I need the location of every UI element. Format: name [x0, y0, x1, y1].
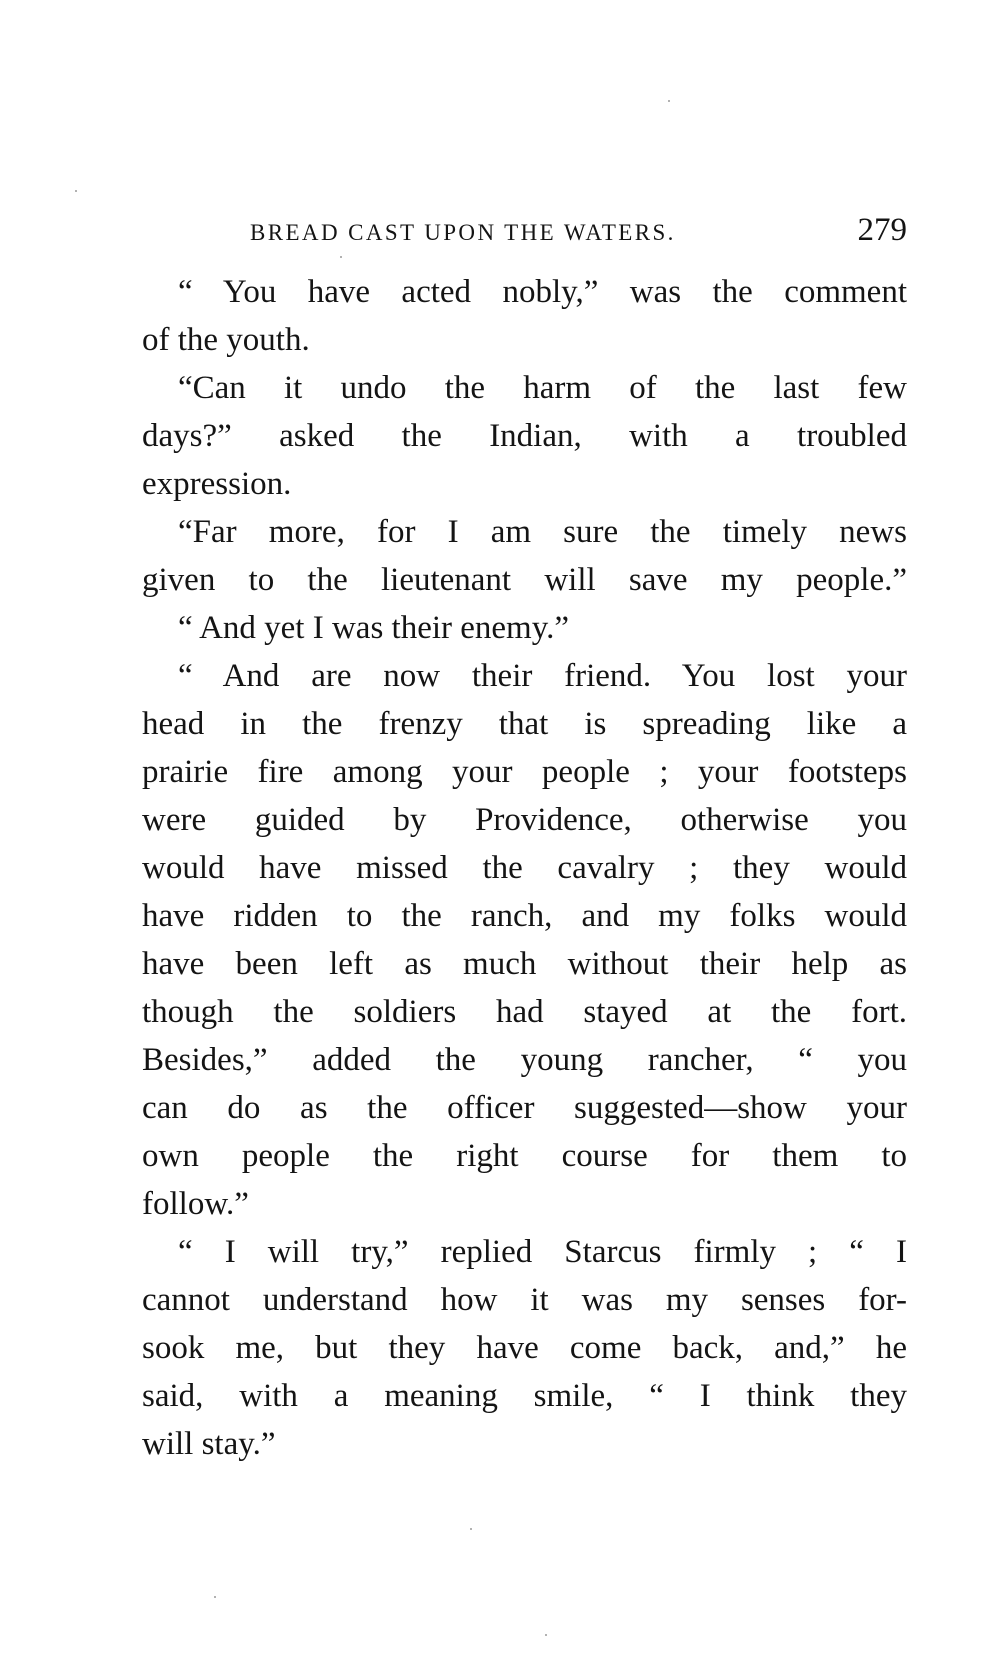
- text-line: can do as the officer suggested—show your: [142, 1090, 907, 1126]
- paper-speck: [668, 100, 670, 102]
- text-line: “ And are now their friend. You lost your: [178, 658, 907, 694]
- text-line: prairie fire among your people ; your footsteps: [142, 754, 907, 790]
- paper-speck: [470, 1528, 472, 1530]
- text-line: “Can it undo the harm of the last few: [178, 370, 907, 406]
- text-line: “Far more, for I am sure the timely news: [178, 514, 907, 550]
- text-line: own people the right course for them to: [142, 1138, 907, 1174]
- text-line: have ridden to the ranch, and my folks would: [142, 898, 907, 934]
- text-line: expression.: [142, 466, 292, 502]
- text-line: Besides,” added the young rancher, “ you: [142, 1042, 907, 1078]
- paper-speck: [214, 1596, 216, 1598]
- text-line: head in the frenzy that is spreading like a: [142, 706, 907, 742]
- text-line: were guided by Providence, otherwise you: [142, 802, 907, 838]
- paper-speck: [545, 1634, 547, 1636]
- body-text: [142, 268, 907, 1468]
- text-line: days?” asked the Indian, with a troubled: [142, 418, 907, 454]
- paper-speck: [75, 190, 77, 192]
- text-line: follow.”: [142, 1186, 249, 1222]
- page-number: 279: [857, 212, 907, 248]
- running-title: BREAD CAST UPON THE WATERS.: [250, 220, 676, 245]
- running-head: [142, 208, 907, 256]
- text-line: “ You have acted nobly,” was the comment: [178, 274, 907, 310]
- text-line: of the youth.: [142, 322, 310, 358]
- text-line: given to the lieutenant will save my people.”: [142, 562, 907, 598]
- text-line: “ I will try,” replied Starcus firmly ; “ I: [178, 1234, 907, 1270]
- text-line: have been left as much without their help as: [142, 946, 907, 982]
- text-line: “ And yet I was their enemy.”: [178, 610, 569, 646]
- paper-speck: [340, 256, 342, 258]
- text-line: would have missed the cavalry ; they would: [142, 850, 907, 886]
- text-line: cannot understand how it was my senses for-: [142, 1282, 907, 1318]
- text-line: though the soldiers had stayed at the fort.: [142, 994, 907, 1030]
- text-line: sook me, but they have come back, and,” he: [142, 1330, 907, 1366]
- text-line: said, with a meaning smile, “ I think they: [142, 1378, 907, 1414]
- text-line: will stay.”: [142, 1426, 276, 1462]
